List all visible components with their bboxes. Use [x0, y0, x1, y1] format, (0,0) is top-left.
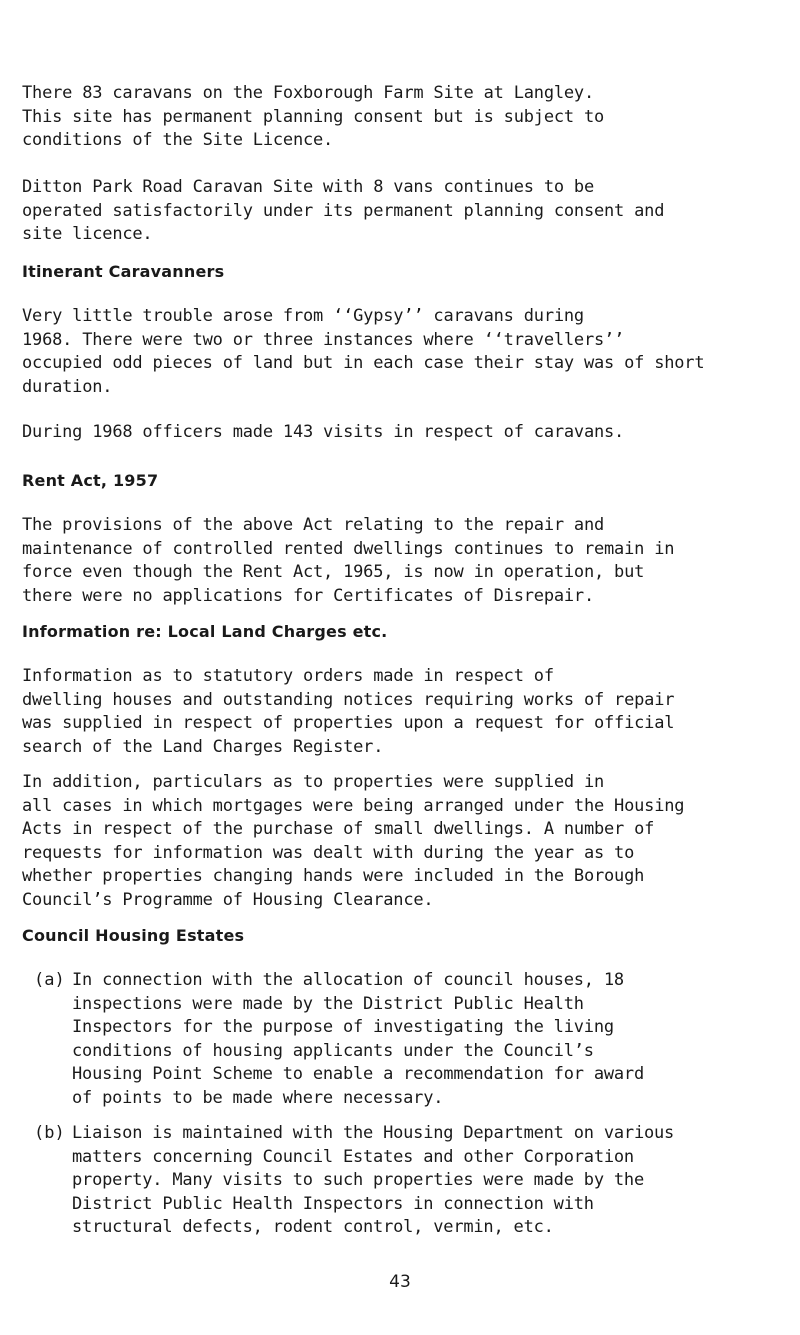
heading-land-charges: Information re: Local Land Charges etc. [22, 622, 388, 641]
list-marker: (b) [34, 1123, 65, 1143]
list-item-text: In connection with the allocation of council houses, 18 inspections were made by the District Public Health Inspectors for the purpose of investigating the living conditions of housing applicants under the Council’s Housing Point Scheme to enable a recommendation for award of points to be made where necessary. [72, 970, 644, 1108]
paragraph-ditton-park-site: Ditton Park Road Caravan Site with 8 vans continues to be operated satisfactorily under its permanent planning consent and site licence. [22, 177, 665, 244]
paragraph-caravan-visits: During 1968 officers made 143 visits in respect of caravans. [22, 422, 625, 442]
list-marker: (a) [34, 970, 65, 990]
heading-council-housing-estates: Council Housing Estates [22, 926, 245, 945]
paragraph-foxborough-site: There 83 caravans on the Foxborough Farm Site at Langley. This site has permanent planning consent but is subject to conditions of the Site Licence. [22, 83, 605, 150]
paragraph-rent-act: The provisions of the above Act relating to the repair and maintenance of controlled rented dwellings continues to remain in force even though the Rent Act, 1965, is now in operation, but there were no applications for Certificates of Disrepair. [22, 515, 675, 606]
page-number: 43 [389, 1272, 411, 1292]
heading-itinerant-caravanners: Itinerant Caravanners [22, 262, 225, 281]
paragraph-gypsy-caravans: Very little trouble arose from ‘‘Gypsy’’ caravans during 1968. There were two or three instances where ‘‘travellers’’ occupied odd pieces of land but in each case their stay was of short duration. [22, 306, 705, 397]
list-item-text: Liaison is maintained with the Housing Department on various matters concerning Council Estates and other Corporation property. Many visits to such properties were made by the District Public Health Inspectors in connection with structural defects, rodent control, vermin, etc. [72, 1123, 675, 1237]
paragraph-additional-particulars: In addition, particulars as to properties were supplied in all cases in which mortgages were being arranged under the Housing Acts in respect of the purchase of small dwellings. A number of requests for information was dealt with during the year as to whether properties changing hands were included in the Borough Council’s Programme of Housing Clearance. [22, 772, 685, 910]
heading-rent-act: Rent Act, 1957 [22, 471, 159, 490]
paragraph-statutory-orders: Information as to statutory orders made in respect of dwelling houses and outstanding notices requiring works of repair was supplied in respect of properties upon a request for official search of the Land Charges Register. [22, 666, 675, 757]
